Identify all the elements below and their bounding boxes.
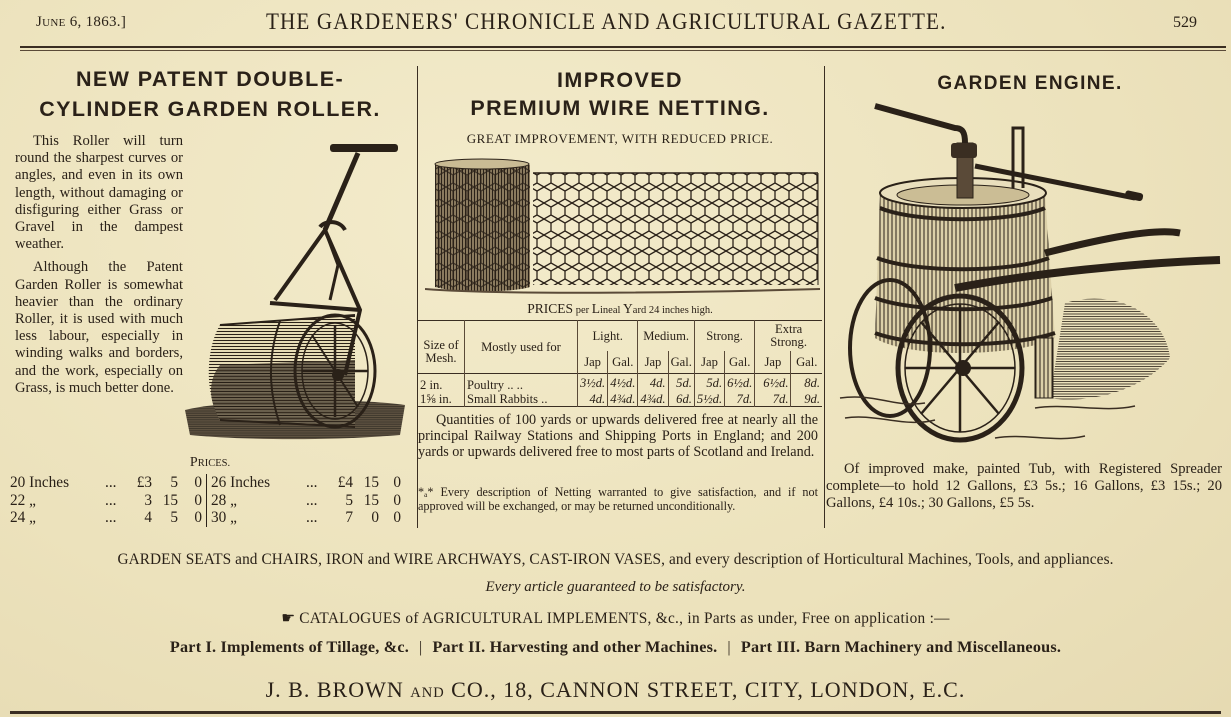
roller-heading-line2: CYLINDER GARDEN ROLLER.: [39, 97, 381, 121]
bottom-rule: [10, 711, 1221, 714]
part-separator: |: [419, 638, 423, 656]
price-shillings: 15: [363, 474, 379, 491]
price-cell: 9d.: [791, 392, 822, 407]
price-row: [10, 509, 401, 527]
col-jap: Jap: [694, 351, 724, 374]
roller-heading-line1: NEW PATENT DOUBLE-: [75, 67, 345, 91]
price-leader: ...: [105, 474, 117, 491]
price-size: 28 „: [207, 492, 307, 510]
price-cell: 7d.: [725, 392, 755, 407]
netting-warranty-note: *ₐ* Every description of Netting warranted to give satisfaction, and if not approved will be exchanged, or may be returned unconditionally.: [418, 485, 818, 513]
price-row: [10, 492, 401, 510]
price-cell: 3½d.: [578, 374, 608, 393]
roller-prices-title: PRICES.: [189, 455, 231, 470]
price-cell: 8d.: [791, 374, 822, 393]
roller-paragraph-2: Although the Patent Garden Roller is somewhat heavier than the ordinary Roller, it is used with much less labour, especially in winding walks and borders, and the work, especially on Grass, is much better done.: [15, 259, 183, 396]
catalogue-line: [0, 609, 1231, 628]
guarantee-line: Every article guaranteed to be satisfactory.: [485, 579, 746, 595]
catalogue-part-3: Part III. Barn Machinery and Miscellaneous.: [740, 638, 1062, 656]
col-gal: Gal.: [608, 351, 638, 374]
price-pence: 0: [393, 491, 401, 509]
catalogue-part-2: Part II. Harvesting and other Machines.: [432, 638, 718, 656]
col-gal: Gal.: [725, 351, 755, 374]
netting-heading: [420, 66, 820, 122]
column-divider: [824, 66, 825, 528]
col-group-strong: Strong.: [694, 321, 754, 352]
price-cell: 5d.: [694, 374, 724, 393]
masthead-rule-thin: [20, 50, 1226, 51]
roller-heading: [10, 64, 410, 124]
col-size-of-mesh: Size of Mesh.: [423, 338, 459, 365]
price-cell: 4½d.: [608, 374, 638, 393]
mesh-use: Small Rabbits ..: [465, 392, 578, 407]
col-gal: Gal.: [791, 351, 822, 374]
page-number: 529: [1173, 14, 1197, 31]
netting-subheading: GREAT IMPROVEMENT, WITH REDUCED PRICE.: [466, 131, 774, 146]
price-leader: ...: [105, 509, 117, 526]
price-size: 22 „: [10, 491, 36, 509]
mesh-size: 2 in.: [420, 378, 443, 392]
price-cell: 5d.: [668, 374, 694, 393]
price-cell: 4¾d.: [608, 392, 638, 407]
roller-description: [15, 133, 183, 403]
netting-price-caption: PRICES per Lineal Yard 24 inches high.: [527, 301, 713, 316]
price-pounds: 4: [144, 509, 152, 526]
col-group-light: Light.: [578, 321, 638, 352]
table-row: [418, 392, 822, 407]
roller-price-table: [10, 474, 401, 527]
price-cell: 6½d.: [725, 374, 755, 393]
newspaper-title: THE GARDENERS' CHRONICLE AND AGRICULTURAL GAZETTE.: [266, 9, 947, 34]
garden-seats-line: GARDEN SEATS and CHAIRS, IRON and WIRE ARCHWAYS, CAST-IRON VASES, and every description of Horticultural Machines, Tools, and appliances.: [117, 551, 1114, 568]
price-leader: ...: [306, 509, 318, 526]
price-cell: 7d.: [755, 392, 791, 407]
price-shillings: 15: [363, 491, 379, 509]
price-cell: 5½d.: [694, 392, 724, 407]
col-jap: Jap: [638, 351, 668, 374]
pointing-hand-icon: ☛: [281, 610, 296, 627]
price-cell: 4¾d.: [638, 392, 668, 407]
wire-netting-illustration: [425, 155, 823, 295]
price-pounds: 3: [144, 491, 152, 509]
engine-heading: GARDEN ENGINE.: [937, 73, 1123, 94]
col-mostly-used-for: Mostly used for: [465, 321, 578, 374]
price-pence: 0: [393, 509, 401, 526]
netting-price-table: [418, 320, 822, 407]
catalogue-text: CATALOGUES of AGRICULTURAL IMPLEMENTS, &c., in Parts as under, Free on application :—: [299, 610, 950, 627]
col-jap: Jap: [578, 351, 608, 374]
price-pounds: £4: [337, 474, 353, 491]
price-pence: 0: [194, 491, 202, 509]
masthead-rule: [20, 46, 1226, 48]
garden-roller-illustration: [180, 135, 415, 445]
price-pence: 0: [194, 509, 202, 526]
price-size: 24 „: [10, 509, 36, 526]
col-gal: Gal.: [668, 351, 694, 374]
price-cell: 4d.: [638, 374, 668, 393]
netting-delivery-text: [418, 412, 818, 460]
price-shillings: 15: [162, 491, 178, 509]
issue-date: JUNE 6, 1863.]: [36, 14, 127, 30]
price-size: 20 Inches: [10, 474, 70, 491]
price-leader: ...: [105, 491, 117, 509]
catalogue-part-1: Part I. Implements of Tillage, &c.: [169, 638, 410, 656]
company-address: J. B. BROWN AND CO., 18, CANNON STREET, CITY, LONDON, E.C.: [265, 677, 966, 702]
table-row: [418, 374, 822, 393]
price-shillings: 0: [371, 509, 379, 526]
price-cell: 6½d.: [755, 374, 791, 393]
col-jap: Jap: [755, 351, 791, 374]
price-shillings: 5: [170, 474, 178, 491]
netting-heading-line2: PREMIUM WIRE NETTING.: [470, 96, 770, 120]
engine-description: Of improved make, painted Tub, with Registered Spreader complete—to hold 12 Gallons, £3 5s.; 16 Gallons, £3 15s.; 20 Gallons, £4 10s.; 30 Gallons, £5 5s.: [826, 461, 1222, 511]
mesh-size: 1⅝ in.: [420, 392, 452, 406]
price-cell: 6d.: [668, 392, 694, 407]
price-pence: 0: [393, 474, 401, 491]
part-separator: |: [727, 638, 731, 656]
price-leader: ...: [306, 474, 318, 491]
netting-heading-line1: IMPROVED: [557, 68, 683, 92]
price-pounds: 7: [345, 509, 353, 526]
price-size: 30 „: [207, 509, 307, 527]
delivery-paragraph: Quantities of 100 yards or upwards delivered free at nearly all the principal Railway Stations and Shipping Ports in England; and 200 yards or upwards delivered free to most parts of Scotland and Ireland.: [418, 412, 818, 460]
catalogue-parts: [0, 638, 1231, 657]
garden-engine-illustration: [835, 98, 1225, 448]
roller-paragraph-1: This Roller will turn round the sharpest curves or angles, and even in its own length, without damaging or disfiguring either Grass or Gravel in the dampest weather.: [15, 133, 183, 253]
price-leader: ...: [306, 491, 318, 509]
price-pounds: £3: [136, 474, 152, 491]
price-pounds: 5: [345, 491, 353, 509]
price-row: [10, 474, 401, 492]
mesh-use: Poultry .. ..: [465, 374, 578, 393]
col-group-extra-strong: Extra Strong.: [755, 321, 822, 352]
price-pence: 0: [194, 474, 202, 491]
price-size: 26 Inches: [207, 474, 307, 492]
price-cell: 4d.: [578, 392, 608, 407]
price-shillings: 5: [170, 509, 178, 526]
col-group-medium: Medium.: [638, 321, 695, 352]
